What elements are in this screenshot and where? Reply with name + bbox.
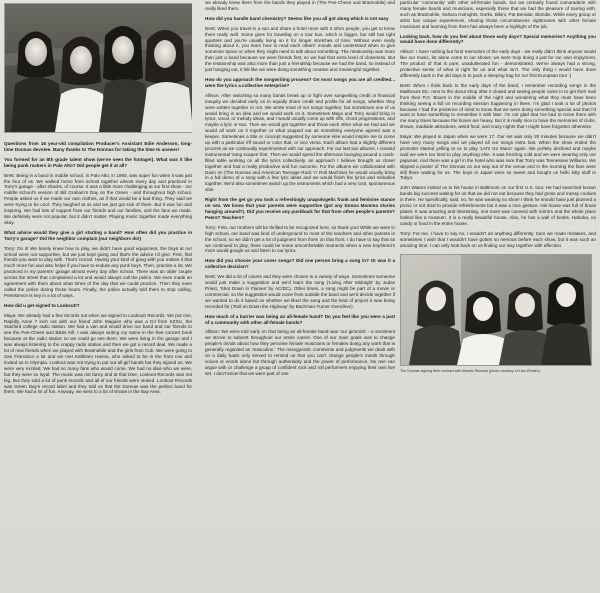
column-2	[205, 0, 395, 593]
question: You formed for an 8th grade talent show (we've seen the footage!). What was it like being punk rockers in Palo Alto? Did people get it at all?	[4, 156, 192, 168]
column-3	[400, 0, 596, 593]
answer: Torry: For me, I have to say no, I wouldn't do anything differently. Sure we made mistakes, and sometimes I wish that I wouldn't have gotten so nervous before each show, but it was such an amazing time. I can only look back on us finding our way together with affection.	[400, 230, 596, 248]
question: How much of a barrier was being an all-female band? Do you feel like you were a part of a community with other all-female bands?	[205, 313, 395, 325]
question: How do you approach the songwriting process? On most songs you are all credited... were the lyrics a collective enterprise?	[205, 76, 395, 88]
answer: Torry: Do it! We barely knew how to play, we didn't have good equipment, the boys at our school were not supportive, but we just kept going and that's the advice I'd give. First, find friends you want to play with. That's crucial. Having your kind of gang with you makes it that much more fun and also helps if you have to endure any punk boys. Then, practice a lot. We practiced in my parents' garage almost every day after school. There was an older couple across the street that complained a lot and would always call the police. We even made an agreement with them about what times of the day that we could practice. Then they even called the police during those hours. Finally, the police actually told them to stop calling. Persistence is key in a lot of ways.	[4, 245, 192, 298]
answer: Allison: After switching so many bands break up or fight over songwriting credit or financial inequity we decided early on to equally share credit and profits for all songs, whether they were written together or not. We wrote most of our songs together, but sometimes one of us would bring in an idea and we would work on it. Sometimes Maya and Torry would bring in lyrics, vocal, or melody ideas, and I would usually come up with riffs, chord progressions, and maybe a lyric or two. Then we would get together and throw each other what we had and we would all work on it together or what popped out as something everyone agreed was a keeper. Sometimes a title or concept suggested by someone else would inspire me to come up with a particular riff sound or color that, or vice versa. Each album had a slightly different process as we continually experimented with our approach. For our last two albums, I created instrumental 'song scapes' first. Then we would spend the afternoon lounging around a crack-filled table working on all the lyrics collectively, an approach I believe brought us closer together and had a really productive and fun outcome. For the albums we collaborated with Darin on (The Donnas and American Teenage Rock 'n' Roll Machine) he would usually bring in a full demo of a song with a few lyric ideas and we would finish the lyrics and melodies together. We'd also sometimes switch up the instruments which had a very cool, spontaneous vibe.	[205, 92, 395, 193]
question: Right from the get go you took a refreshingly unapologetic frank and feminine stance on sex. We know that your parents were supportive (got any Donna Momma stories hanging around?). Did you receive any pushback for that from other people's parents? Peers? Teachers?	[205, 197, 395, 220]
answer: Allison: I have nothing but fond memories of the early days - we really didn't think anyone would like our music, let alone come to our shows: we were truly doing it just for our own enjoyment. The product of that is pure, unadulterated fun - demonstrated. We've always had a strong, protective sense of what is right for us and what isn't. The only thing I would have done differently back in the old days is to pack a sleeping bag for our first European tour :)	[400, 49, 596, 78]
answer: we already knew them from the bands they played in (The Pee-Chees and Bratmobile) and really liked them.	[205, 0, 395, 11]
question: How did you handle band chemistry? Seems like you all got along which is not easy	[205, 15, 389, 21]
question: How did u get signed to Lookout!?	[4, 302, 80, 308]
answer: Brett: Being in a band in middle school, in Palo Alto, in 1993, was super fun when it was just the four of us. We walked home from school together almost every day and practiced in Torry's garage - after shacks, of course. It was a little more challenging at our first show - our middle school's version of Bill Graham's Day on the Green - and throughout high school. People asked us if we made our own clothes, as if that would be a bad thing. They said we were trying to be cool. They laughed at us and we just got sick of them. But it was fun and inspiring. We had lots of support from our friends and our families, and the fans we made. We definitely were not popular, but it didn't matter. Playing music together made everything okay.	[4, 172, 192, 225]
answer: John Waters invited us to his house in Baltimore on our first U.S. tour. He had searched known bands big success waiting for us that we did not eat because they had gross and messy cookies in there. He specifically, said, no, he was wearing no shoe! I think he should have just planned a picnic or not tried to provide refreshments but it was a nice gesture. His house was full of brass plates. It was amazing and interesting, one room was covered with mirrors and the whole place looked like a museum. It is a really beautiful house. Also, he has a wall of books. Hahaha, no candy or food in the entire house.	[400, 185, 596, 226]
photo-caption: The Donnas signing their contract with Atlantic Records (photo courtesy of Lisa Whalen)	[400, 369, 540, 374]
band-portrait-photo	[4, 3, 192, 133]
question: Looking back, how do you feel about those early days? Special memories? Anything you would have done differently?	[400, 33, 596, 45]
answer: Brett: When you travel in a van and share a hotel room with 3 other people, you get to know them really well. Some goes for traveling on a tour bus, which is bigger, but still has tight quarters and you're usually living on it for longer stretches of time. Without even really thinking about it, you learn how to read each others' moods and understand when to give someone space or when they might need to talk about something. The relationship was more than just a band because we were friends first, so we had that extra level of closeness. But the relationship was also more than just a friendship because we had the band, so instead of just hanging out, it felt like we were doing something creative and meaningful together.	[205, 25, 395, 73]
answer: Torry: First, our mothers will be thrilled to be recognized here, so thank you! While we were in high school, our band was kind of underground to most of the teachers and other parents in the school, so we didn't get a lot of judgment from them on that front. I do have to say that as we continued to play, there could be some uncomfortable moments when a new boyfriend's mom would google us and listen to our lyrics.	[205, 224, 395, 254]
answer: Allison: We were told early on that being an all-female band was 'our gimmick' - a sentiment we strove to subvert throughout our entire career. One of our main goals was to change people's minds about how they perceive female musicians or females doing any work that is generally regarded as 'masculine.' The misogynistic comments and judgments we dealt with on a daily basis only served to remind us that you can't change people's minds through voices or words alone but through authenticity and the power of performance. No one can argue with or challenge a group of confident rock and roll performers enjoying their own live set. I don't know that we were part of one	[205, 329, 395, 376]
answer: Maya: We played in Japan when we were 17. Our set was only 20 minutes because we didn't have very many songs and we played all our songs extra fast. When the show ended the promoter started yelling at us to play 'Let's Go Mano' again. We politely declined and maybe said we were too tired to play anything else. It was freezing cold and we were wearing only our pajamas. And there was a girl in the hotel who was sure that Torry was Tennessee Williams. We slipped a poster of The Donnas on our way out of the venue and in the morning the fans were still there waiting for us. The boys in Japan were so sweet and bought us hello kitty stuff in Tokyo.	[400, 134, 596, 181]
intro-text: Questions from 16 year-old compilation Producer's Assistant Edie Anderson, long-time Donnas devotee. Many thanks to The Donnas for taking the time to answer!	[4, 141, 192, 152]
answer: particular 'community' with other all-female bands, but we certainly found camaraderie with many female bands and musicians, especially those that we had the pleasure of touring with, such as Bratmobile, Sahara Hotnights, Dorks, Bikini, Pat Benatar, Blondie. While every group or artist has unique experiences, sharing those circumstances nightmares with other female musicians and learning from them has always been a highlight of the job.	[400, 0, 596, 29]
answer: Maya: We already had a few records out when we signed to Lookout! Records. We put one, Rapidly Anne 7 inch out with our friend John Maguire who was a DJ from KZSU, the Stanford college radio station. We had a van and would drive our band and our friends to see the Pee-Chees and Bikini Kill. I was always writing my name in the free concert book because at the radio station so we could go see them. We were living in the garage and I was always listening to the crappy radio station and then we got a record deal. We made a lot of new friends when we played with Bratmobile and the girls from Cub. We were going to San Francisco a lot and we met Kathleen Hanna, who asked to be in the front row and invited us to Olympia. Lookout was not trying to put out all-girl bands but they signed us. We were very excited. We had so many fans who would come. We had no idea who we were, but they were so loyal. The music was not fancy and at that time, Lookout Records was not big. But they sold a lot of punk records and all of our friends were stoked. Lookout Records was Green Day's record label and they told us that the Donnas was the perfect band for them. We had a lot of fun. Anyway, we went to a lot of shows in the Bay Area.	[4, 312, 192, 395]
question: What advice would they give a girl starting a band? How often did you practice in Torry's garage? Did the neighbor complain (our neighbors do!)	[4, 229, 192, 241]
column-1	[4, 0, 192, 593]
answer: Brett: We did a lot of covers and they were chosen in a variety of ways. Sometimes someone would just make a suggestion and we'd learn the song ('Living After Midnight' by Judas Priest, 'Shot Down in Flames' by AC/DC). Other times, a song might be part of a movie or commercial, so the suggestion would come from outside the band and we'd decide together if we wanted to do it based on whether we liked the song and the kind of project it was being recorded for ('Roll on Down the Highway' by Bachman-Turner Overdrive).	[205, 274, 395, 309]
question: How did you choose your cover songs? Did one person bring a song in? Or was it a collective decision?	[205, 258, 395, 270]
band-candid-photo	[400, 254, 592, 366]
answer: Brett: When I think back to the early days of the band, I remember recording songs in the Mailboxes Etc. next to the donut shop after it closed and seeing people come in to get their mail from their P.O. Boxes in the middle of the night and wondering what they must have been thinking seeing a full on recording session happening in there. I'm glad I took a lot of photos because I had the presence of mind to know that we were doing something special and that I'd want to have something to remember it with later. I'm not glad that I've had to move them with me many times because the boxes are heavy. But it is really nice to have the memories of clubs, shows, roadside attractions, weird food, and crazy nights that I might have forgotten otherwise.	[400, 82, 596, 130]
